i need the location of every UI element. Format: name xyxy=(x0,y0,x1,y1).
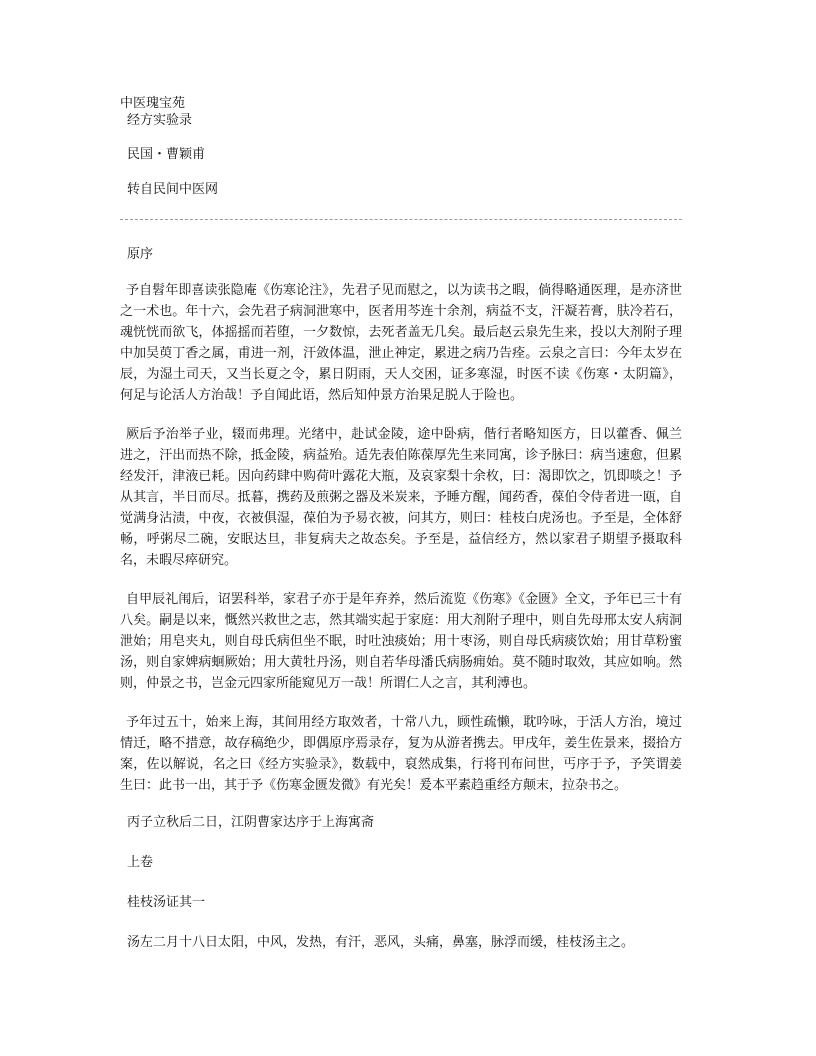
book-title: 经方实验录 xyxy=(127,113,193,128)
preface-signature: 丙子立秋后二日，江阴曹家达序于上海寓斋 xyxy=(127,815,375,830)
dashed-divider xyxy=(120,219,682,220)
author-line: 民国・曹颖甫 xyxy=(127,147,206,162)
preface-paragraph-1: 予自髫年即喜读张隐庵《伤寒论注》，先君子见而慰之，以为读书之暇，倘得略通医理，是亦济世之一术也。年十六，会先君子病洞泄寒中，医者用芩连十余剂，病益不支，汗凝若膏，肤冷若石，魂恍恍而欲飞，体摇摇而若堕，一夕数惊，去死者盖无几矣。最后赵云泉先生来，投以大剂附子理中加吴萸丁香之属，甫进一剂，汗敛体温，泄止神定，累进之病乃告痊。云泉之言曰：今年太岁在辰，为湿土司天，又当长夏之令，累日阴雨，天人交困，证多寒湿，时医不读《伤寒・太阴篇》，何足与论活人方治哉！予自闻此语，然后知仲景方治果足脱人于险也。 xyxy=(120,283,682,403)
site-title: 中医瑰宝苑 xyxy=(120,96,186,111)
case-title: 桂枝汤证其一 xyxy=(127,895,206,910)
preface-heading: 原序 xyxy=(127,247,154,262)
volume-label: 上卷 xyxy=(127,855,154,870)
preface-paragraph-2: 厥后予治举子业，辍而弗理。光绪中，赴试金陵，途中卧病，偕行者略知医方，日以藿香、佩兰进之，汗出而热不除，抵金陵，病益殆。适先表伯陈葆厚先生来同寓，诊予脉曰：病当速愈，但累经发汗，津液已耗。因向药肆中购荷叶露花大瓶，及哀家梨十余枚，曰：渴即饮之，饥即啖之！予从其言，半日而尽。抵暮，携药及煎粥之器及米炭来，予睡方醒，闻药香，葆伯令侍者进一瓯，自觉满身沾渍，中夜，衣被俱湿，葆伯为予易衣被，问其方，则曰：桂枝白虎汤也。予至是，全体舒畅，呼粥尽二碗，安眠达旦，非复病夫之故态矣。予至是，益信经方，然以家君子期望予摄取科名，未暇尽瘁研究。 xyxy=(120,427,682,568)
preface-paragraph-3: 自甲辰礼闱后，诏罢科举，家君子亦于是年弃养，然后流览《伤寒》《金匮》全文，予年已三十有八矣。嗣是以来，慨然兴救世之志，然其端实起于家庭：用大剂附子理中，则自先母邢太安人病洞泄始；用皂夹丸，则自母氏病但坐不眠，时吐浊痰始；用十枣汤，则自母氏病痰饮始；用甘草粉蜜汤，则自家婢病蛔厥始；用大黄牡丹汤，则自若华母潘氏病肠痈始。莫不随时取效，其应如响。然则，仲景之书，岂金元四家所能窥见万一哉！所谓仁人之言，其利溥也。 xyxy=(120,592,682,691)
preface-paragraph-4: 予年过五十，始来上海，其间用经方取效者，十常八九，顾性疏懒，耽吟咏，于活人方治，境过情迁，略不措意，故存稿绝少，即偶原序焉录存，复为从游者携去。甲戌年，姜生佐景来，掇拾方案，佐以解说，名之曰《经方实验录》，数载中，裒然成集，行将刊布问世，丐序于予，予笑谓姜生曰：此书一出，其于予《伤寒金匮发微》有光矣！爰本平素趋重经方颠末，拉杂书之。 xyxy=(120,715,682,793)
case-text: 汤左二月十八日太阳，中风，发热，有汗，恶风，头痛，鼻塞，脉浮而缓，桂枝汤主之。 xyxy=(127,935,635,950)
document-page xyxy=(120,95,690,951)
source-line: 转自民间中医网 xyxy=(127,182,219,197)
